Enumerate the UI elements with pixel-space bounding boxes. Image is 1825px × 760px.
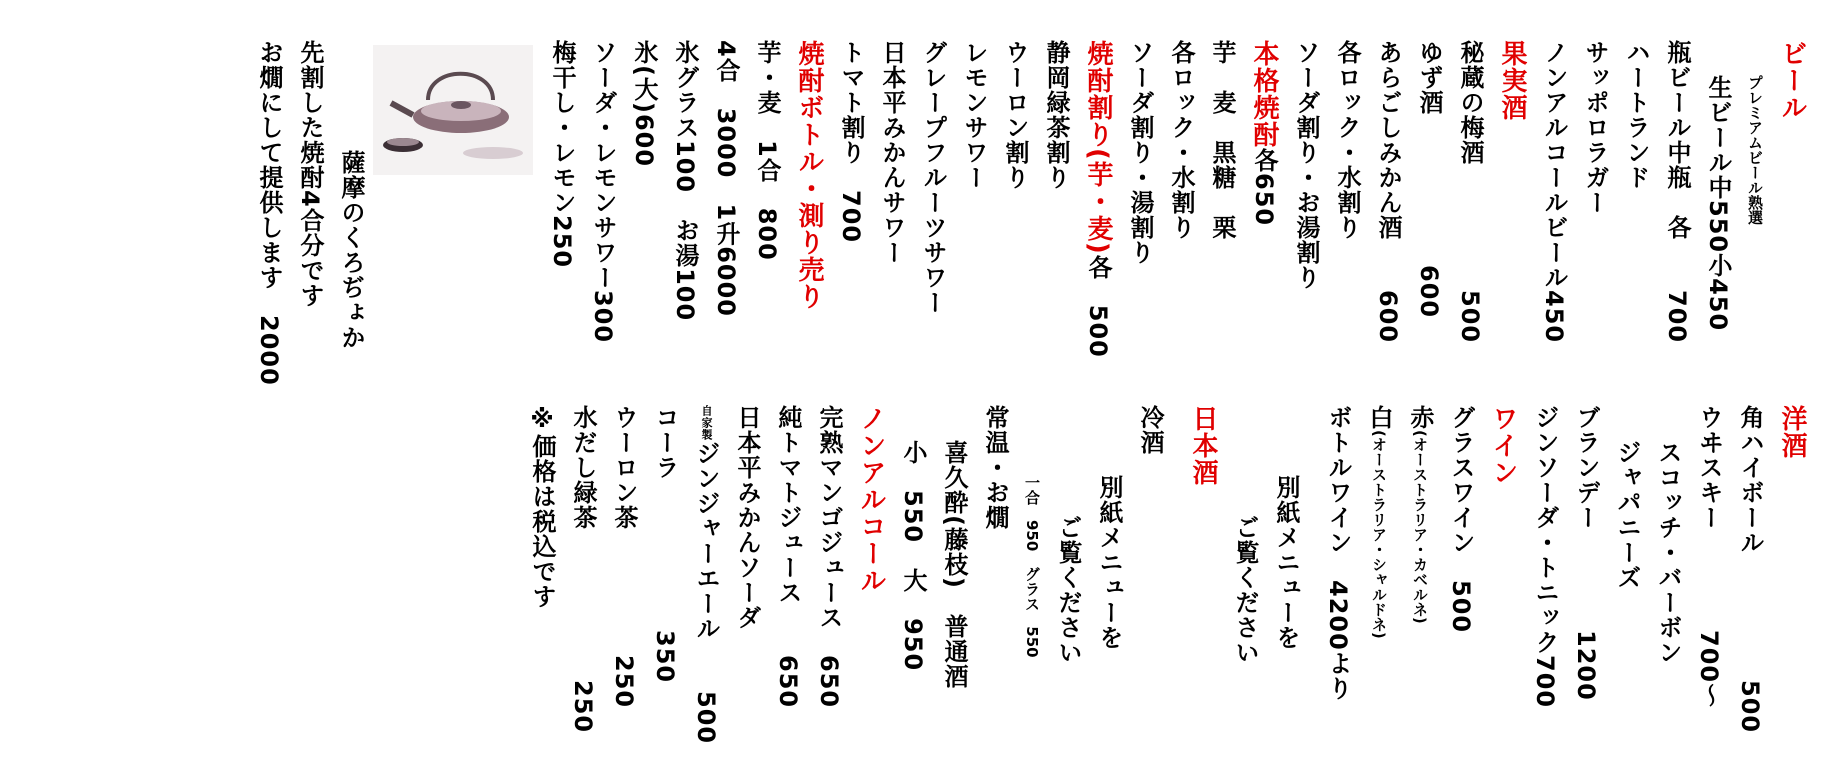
bottle-line-6: 梅干し・レモン250 [548, 40, 576, 269]
tax-note: ※価格は税込です [528, 405, 556, 609]
wari-line-4: グレープフルーツサワー [919, 40, 947, 315]
kurojoka-caption: 薩摩のくろぢょか [337, 150, 365, 350]
wine-heading: ワイン [1488, 405, 1518, 486]
nonal-line-2: 純トマトジュース 650 [774, 405, 802, 709]
sake-jo: 常温・お燗 [981, 405, 1009, 530]
bottle-line-1: 芋・麦 1合 800 [753, 40, 781, 261]
nonal-line-6: ウーロン茶 250 [610, 405, 638, 709]
honkaku-title: 本格焼酎 [1249, 40, 1279, 148]
yoshu-heading: 洋酒 [1777, 405, 1807, 459]
bottle-line-3: 氷グラス100 お湯100 [671, 40, 699, 322]
honkaku-price: 各650 [1250, 148, 1278, 227]
wari-line-5: 日本平みかんサワー [878, 40, 906, 265]
wari-line-1: 静岡緑茶割り [1042, 40, 1070, 190]
sake-heading: 日本酒 [1188, 405, 1218, 486]
wari-price: 各 500 [1084, 254, 1112, 358]
yoshu-line-3: スコッチ・バーボン [1654, 440, 1682, 665]
beer-note: プレミアムビール熟選 [1746, 75, 1764, 225]
bottle-line-2: 4合 3000 1升6000 [712, 40, 740, 317]
sake-ichigo: 一合 950 グラス 550 [1023, 475, 1041, 658]
fruit-line-3: あらごしみかん酒 600 [1374, 40, 1402, 344]
fruit-line-4: 各ロック・水割り [1333, 40, 1361, 240]
fruit-heading: 果実酒 [1497, 40, 1527, 121]
beer-heading: ビール [1777, 40, 1807, 121]
wine-menu-2: ご覧ください [1231, 515, 1259, 665]
nonal-line-1: 完熟マンゴジュース 650 [815, 405, 843, 709]
yoshu-line-1: 角ハイボール 500 [1736, 405, 1764, 734]
kurojoka-line-1: 先割した焼酎4合分です [296, 40, 324, 308]
nonal-ginger-label: ジンジャーエール 500 [692, 441, 720, 745]
kurojoka-line-2: お燗にして提供します 2000 [255, 40, 283, 386]
sake-cold: 冷酒 [1136, 405, 1164, 455]
teapot-icon [373, 45, 533, 175]
wine-red-note: (オーストラリア・カベルネ) [1411, 430, 1429, 624]
nonal-line-5: コーラ 350 [651, 405, 679, 684]
wari-line-3: レモンサワー [960, 40, 988, 190]
honkaku-line-2: 各ロック・水割り [1167, 40, 1195, 240]
wine-menu-1: 別紙メニューを [1272, 475, 1300, 650]
beer-line-4: サッポロラガー [1581, 40, 1609, 215]
bottom-band [30, 405, 1805, 750]
beer-line-1: 生ビール中550小450 [1704, 75, 1732, 332]
wine-red-label: 赤 [1406, 405, 1434, 430]
nonal-line-3: 日本平みかんソーダ [733, 405, 761, 630]
nonal-ginger [694, 405, 718, 744]
wari-title: 焼酎割り(芋・麦) [1083, 40, 1113, 255]
wine-white-note: (オーストラリア・シャルドネ) [1370, 430, 1388, 639]
honkaku-line-1: 芋 麦 黒糖 栗 [1208, 40, 1236, 240]
sake-menu-1: 別紙メニューを [1095, 475, 1123, 650]
sake-menu-2: ご覧ください [1054, 515, 1082, 665]
wari-heading [1085, 40, 1111, 358]
sake-kikuyoi: 喜久酔(藤枝) 普通酒 [940, 440, 968, 689]
honkaku-heading [1251, 40, 1277, 226]
nonal-ginger-note: 自家製 [700, 405, 713, 441]
beer-line-5: ノンアルコールビール450 [1540, 40, 1568, 344]
fruit-line-2: ゆず酒 600 [1415, 40, 1443, 319]
bottle-line-5: ソーダ・レモンサワー300 [589, 40, 617, 344]
kurojoka-illustration [373, 45, 533, 175]
nonal-line-7: 水だし緑茶 250 [569, 405, 597, 734]
yoshu-line-2: ウヰスキー 700〜 [1695, 405, 1723, 709]
wari-line-6: トマト割り 700 [837, 40, 865, 244]
top-band [30, 40, 1805, 400]
bottle-line-4: 氷(大)600 [630, 40, 658, 168]
wine-bottle: ボトルワイン 4200より [1324, 405, 1352, 701]
bottle-heading: 焼酎ボトル・測り売り [794, 40, 824, 310]
beer-line-2: 瓶ビール中瓶 各 700 [1663, 40, 1691, 344]
honkaku-line-3: ソーダ割り・湯割り [1126, 40, 1154, 265]
beer-line-3: ハートランド [1622, 40, 1650, 190]
wine-red [1408, 405, 1432, 624]
yoshu-line-6: ジンソーダ・トニック700 [1531, 405, 1559, 709]
fruit-line-1: 秘蔵の梅酒 500 [1456, 40, 1484, 344]
yoshu-line-4: ジャパニーズ [1613, 440, 1641, 590]
wine-white-label: 白 [1365, 405, 1393, 430]
nonal-heading: ノンアルコール [856, 405, 886, 594]
wine-white [1367, 405, 1391, 639]
fruit-line-5: ソーダ割り・お湯割り [1292, 40, 1320, 290]
wari-line-2: ウーロン割り [1001, 40, 1029, 190]
wine-glass: グラスワイン 500 [1447, 405, 1475, 634]
sake-price: 小 550 大 950 [899, 440, 927, 672]
yoshu-line-5: ブランデー 1200 [1572, 405, 1600, 701]
